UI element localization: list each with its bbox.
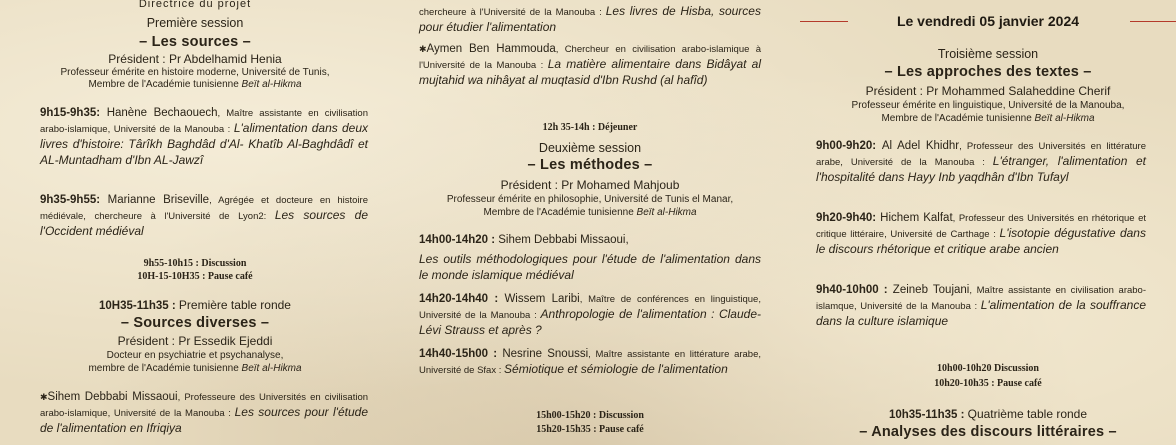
speaker-name: Hanène Bechaouech [106, 107, 218, 119]
date-rule-right [1130, 21, 1176, 22]
talk-time: 14h20-14h40 : [419, 293, 505, 305]
president-affiliation: Professeur émérite en philosophie, Université de Tunis el Manar, [446, 194, 734, 205]
speaker-affiliation: , Maître assistante en civilisation arabo-islamque, Université de la Manouba : [816, 285, 1147, 312]
speaker-name: Wissem Laribi [504, 293, 580, 305]
talk-title: Les sources pour l'étude de l'alimentation en Ifriqiya [40, 405, 369, 435]
talk-title: Les livres de Hisba, sources pour étudier l'alimentation [419, 4, 761, 34]
speaker-name: Marianne Briseville [107, 194, 210, 206]
talk-title: Les sources de l'Occident médiéval [40, 208, 368, 238]
talk-title: Les outils méthodologiques pour l'étude de l'alimentation dans le monde islamique médiéval [419, 252, 761, 282]
talk-item [816, 139, 1146, 186]
speaker-affiliation: , Professeur des Universités en rhétorique et critique littéraire, Université de Carthage : [816, 213, 1146, 240]
talk-item [419, 4, 761, 36]
discussion-slot: 9h55-10h15 : Discussion [143, 258, 247, 269]
president-affiliation: Docteur en psychiatrie et psychanalyse, [106, 350, 284, 361]
speaker-affiliation: , Maître assistante en civilisation arabo-islamique, Université de la Manouba : [40, 108, 368, 135]
session-title: – Les sources – [139, 34, 251, 50]
bullet-icon: ✱ [419, 44, 427, 54]
session-president: Président : Pr Mohammed Salaheddine Cherif [865, 84, 1111, 98]
speaker-name: Nesrine Snoussi [502, 348, 589, 360]
talk-item [816, 211, 1146, 258]
date-banner [800, 10, 1176, 32]
talk-time: 9h15-9h35: [40, 107, 107, 119]
break-slot: 15h20-15h35 : Pause café [536, 424, 644, 435]
talk-title: La matière alimentaire dans Bidâyat al mujtahid wa nihâyat al muqtasid d'Ibn Rushd (al hafîd) [419, 57, 761, 87]
role-text: Directrice du projet [138, 0, 252, 10]
talk-item [40, 106, 368, 169]
session-title: – Les approches des textes – [884, 64, 1092, 80]
speaker-name: Sihem Debbabi Missaoui, [498, 234, 629, 246]
speaker-name: Al Adel Khidhr [881, 140, 960, 152]
talk-title: Anthropologie de l'alimentation : Claude-Lévi Strauss et après ? [419, 307, 761, 337]
president-affiliation: Professeur émérite en linguistique, Université de la Manouba, [851, 100, 1125, 111]
session-president: Président : Pr Abdelhamid Henia [108, 52, 282, 66]
speaker-name: Aymen Ben Hammouda [426, 43, 556, 55]
talk-time: 9h20-9h40: [816, 212, 881, 224]
talk-time: 14h00-14h20 : [419, 234, 499, 246]
speaker-name: Zeineb Toujani [892, 284, 970, 296]
talk-title: L'étranger, l'alimentation et l'hospitalité dans Hayy Inb yaqdhân d'Ibn Tufayl [816, 154, 1146, 184]
president-membership: Membre de l'Académie tunisienne Beït al-Hikma [88, 79, 302, 90]
lunch-slot: 12h 35-14h : Déjeuner [542, 122, 638, 133]
break-slot: 10H-15-10H35 : Pause café [137, 271, 253, 282]
president-membership: Membre de l'Académie tunisienne Beït al-Hikma [881, 113, 1095, 124]
talk-title: L'alimentation de la souffrance dans la culture islamique [816, 298, 1146, 328]
talk-title: L'isotopie dégustative dans le discours rhétorique et critique arabe ancien [816, 226, 1146, 256]
talk-item [40, 390, 368, 437]
speaker-name: Hichem Kalfat [880, 212, 953, 224]
session-label: Première session [146, 16, 244, 30]
president-affiliation: Professeur émérite en histoire moderne, Université de Tunis, [60, 67, 330, 78]
round-table-heading: 10H35-11h35 : Première table ronde [99, 298, 291, 312]
speaker-affiliation: , Professeur des Universités en littérature arabe, Université de la Manouba : [816, 141, 1146, 168]
speaker-affiliation: chercheure à l'Université de la Manouba : [419, 7, 606, 18]
round-table-title: – Sources diverses – [120, 315, 270, 331]
round-table-heading: 10h35-11h35 : Quatrième table ronde [888, 407, 1088, 421]
session-president: Président : Pr Mohamed Mahjoub [500, 178, 680, 192]
speaker-name: Sihem Debbabi Missaoui [47, 391, 178, 403]
talk-item [419, 292, 761, 339]
talk-time: 9h40-10h00 : [816, 284, 893, 296]
speaker-affiliation: , Agrégée et docteure en histoire médiévale, chercheure à l'Université de Lyon2: [40, 195, 368, 222]
talk-item [419, 42, 761, 89]
speaker-affiliation: , Maître de conférences en linguistique, Université de la Manouba : [419, 294, 761, 321]
session-label: Deuxième session [538, 141, 642, 155]
speaker-affiliation: , Maître assistante en littérature arabe, Université de Sfax : [419, 349, 762, 376]
round-table-president: Président : Pr Essedik Ejeddi [117, 334, 273, 348]
talk-item [419, 347, 761, 378]
program-column-1 [0, 0, 390, 445]
discussion-slot: 15h00-15h20 : Discussion [536, 410, 644, 421]
session-title: – Les méthodes – [527, 157, 653, 173]
talk-item [419, 233, 761, 284]
date-rule-left [800, 21, 848, 22]
talk-time: 9h35-9h55: [40, 194, 108, 206]
president-membership: Membre de l'Académie tunisienne Beït al-Hikma [483, 207, 697, 218]
speaker-affiliation: , Chercheur en civilisation arabo-islamique à l'Université de la Manouba : [419, 44, 761, 71]
bullet-icon: ✱ [40, 392, 48, 402]
talk-title: L'alimentation dans deux livres d'histoire: Târîkh Baghdâd d'Al- Khatîb Al-Baghdâdî et AL-Muntadham d'Ibn AL-Jawzî [40, 121, 368, 167]
talk-item [816, 283, 1146, 330]
date-heading: Le vendredi 05 janvier 2024 [896, 13, 1080, 29]
session-label: Troisième session [937, 47, 1039, 61]
program-column-3 [800, 0, 1176, 445]
talk-time: 9h00-9h20: [816, 140, 882, 152]
talk-item [40, 193, 368, 240]
talk-time: 14h40-15h00 : [419, 348, 503, 360]
president-membership: membre de l'Académie tunisienne Beït al-Hikma [88, 363, 302, 374]
break-slot: 10h20-10h35 : Pause café [934, 378, 1042, 389]
round-table-title: – Analyses des discours littéraires – [859, 424, 1117, 440]
speaker-affiliation: , Professeure des Universités en civilisation arabo-islamique, Université de la Manouba : [40, 392, 369, 419]
talk-title: Sémiotique et sémiologie de l'alimentation [504, 362, 728, 376]
discussion-slot: 10h00-10h20 Discussion [937, 363, 1039, 374]
program-column-2 [405, 0, 775, 445]
